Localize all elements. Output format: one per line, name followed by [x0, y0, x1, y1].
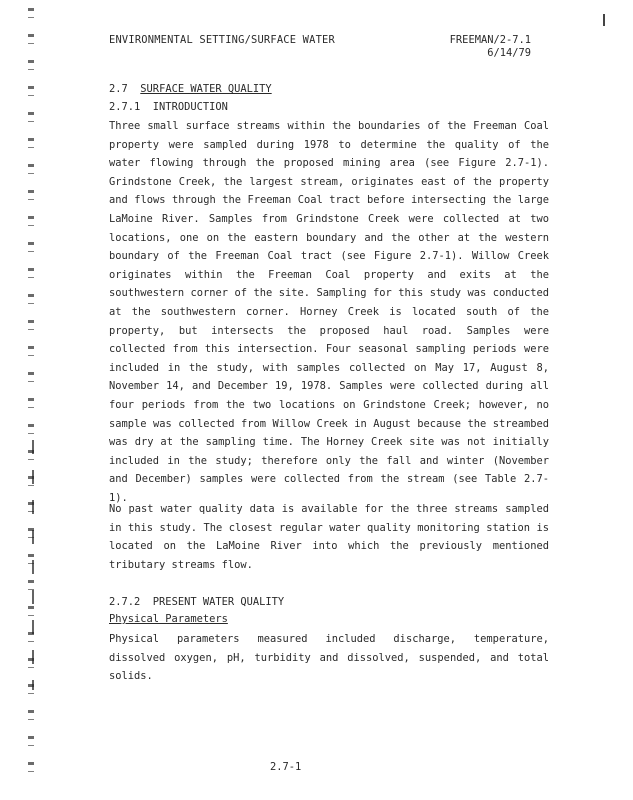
subsection-heading	[109, 596, 284, 608]
section-heading	[109, 83, 272, 95]
subsection-title: PRESENT WATER QUALITY	[152, 596, 285, 608]
subsection-number: 2.7.1	[109, 101, 141, 113]
document-number: FREEMAN/2-7.1	[449, 34, 531, 46]
document-date: 6/14/79	[487, 47, 531, 59]
subsection-title: INTRODUCTION	[152, 101, 228, 113]
body-paragraph: Three small surface streams within the boundaries of the Freeman Coal property were sampled during 1978 to determine the quality of the water flowing through the proposed mining area (see Figure 2.7-1). Grindstone Creek, the largest stream, originates east of the property and flows through the Freeman Coal tract before intersecting the large LaMoine River. Samples from Grindstone Creek were collected at two locations, one on the eastern boundary and the other at the western boundary of the Freeman Coal tract (see Figure 2.7-1). Willow Creek originates within the Freeman Coal property and exits at the southwestern corner of the site. Sampling for this study was conducted at the southwestern corner. Horney Creek is located south of the property, but intersects the proposed haul road. Samples were collected from this intersection. Four seasonal sampling periods were included in the study, with samples collected on May 17, August 8, November 14, and December 19, 1978. Samples were collected during all four periods from the two locations on Grindstone Creek; however, no sample was collected from Willow Creek in August because the streambed was dry at the sampling time. The Horney Creek site was not initially included in the study; therefore only the fall and winter (November and December) samples were collected from the stream (see Table 2.7-1).	[109, 120, 549, 504]
subsection-number: 2.7.2	[109, 596, 141, 608]
subsection-heading	[109, 101, 228, 113]
body-paragraph: Physical parameters measured included discharge, temperature, dissolved oxygen, pH, turbidity and dissolved, suspended, and total solids.	[109, 633, 549, 683]
section-title: SURFACE WATER QUALITY	[140, 83, 272, 95]
header-reference	[450, 34, 531, 60]
section-number: 2.7	[109, 83, 128, 95]
running-header: ENVIRONMENTAL SETTING/SURFACE WATER	[109, 34, 335, 46]
page-number: 2.7-1	[270, 761, 302, 773]
scan-mark	[603, 14, 605, 26]
body-paragraph: No past water quality data is available for the three streams sampled in this study. The closest regular water quality monitoring station is located on the LaMoine River into which the previously mentioned tributary streams flow.	[109, 503, 549, 571]
scan-edge-artifact	[32, 440, 34, 690]
paragraph-heading: Physical Parameters	[109, 613, 228, 625]
